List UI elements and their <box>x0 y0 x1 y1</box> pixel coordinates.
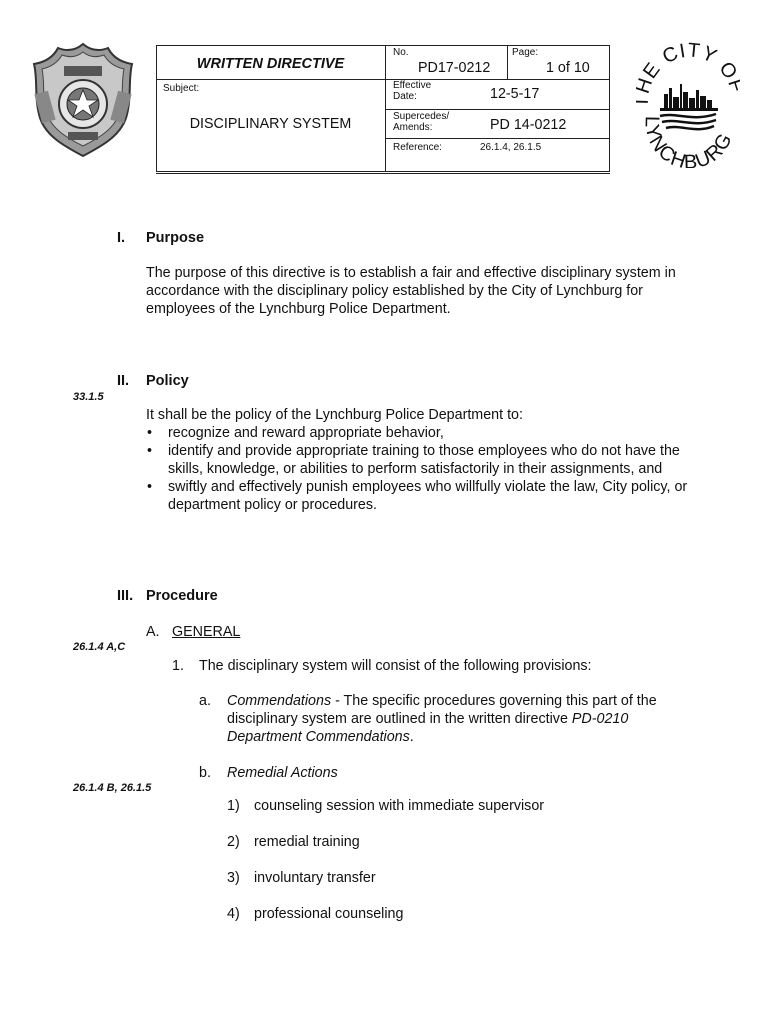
sub-item-letter-a: a. <box>199 693 211 709</box>
remedial-item-text: involuntary transfer <box>254 870 376 886</box>
policy-intro: It shall be the policy of the Lynchburg Police Department to: <box>146 407 523 423</box>
header-double-rule <box>156 173 610 174</box>
directive-number: PD17-0212 <box>418 60 491 76</box>
remedial-item-text: counseling session with immediate supervisor <box>254 798 545 814</box>
remedial-item-number: 4) <box>227 906 240 922</box>
effective-label <box>393 80 431 102</box>
item-number-1: 1. <box>172 658 184 674</box>
section-number-policy: II. <box>117 373 130 389</box>
effective-date: 12-5-17 <box>490 86 540 102</box>
section-number-purpose: I. <box>117 230 126 246</box>
reference-label: Reference: <box>393 142 442 153</box>
header-rule-2 <box>385 109 610 110</box>
subsection-title-general: GENERAL <box>172 624 241 640</box>
policy-bullet-list <box>144 424 704 514</box>
remedial-reference: 26.1.4 B, 26.1.5 <box>73 782 152 794</box>
remedial-item-number: 2) <box>227 834 240 850</box>
page-number: 1 of 10 <box>546 60 590 76</box>
subsection-letter-a: A. <box>146 624 160 640</box>
list-item: • swiftly and effectively punish employees who willfully violate the law, City policy, or department policy or procedures. <box>144 478 704 514</box>
city-logo-bottom-text: LYNCHBURG <box>640 115 738 168</box>
section-title-policy: Policy <box>146 373 189 389</box>
commendations-period: . <box>409 729 414 745</box>
supercedes-value: PD 14-0212 <box>490 117 567 133</box>
item-text-1: The disciplinary system will consist of the following provisions: <box>199 658 592 674</box>
sub-item-letter-b: b. <box>199 765 211 781</box>
effective-label-line2: Date: <box>393 91 417 102</box>
purpose-text: The purpose of this directive is to establish a fair and effective disciplinary system in accordance with the disciplinary policy established by the City of Lynchburg for employees of the Lynchburg Police Department. <box>146 265 676 317</box>
commendations-body: - The specific procedures governing this part of the disciplinary system are outlined in the written directive <box>227 693 657 727</box>
section-title-purpose: Purpose <box>146 230 205 246</box>
remedial-item-text: professional counseling <box>254 906 404 922</box>
list-item: • identify and provide appropriate training to those employees who do not have the skills, knowledge, or abilities to perform satisfactorily in their assignments, and <box>144 442 704 478</box>
number-label: No. <box>393 47 409 58</box>
commendations-directive-ref: PD-0210 Department Commendations <box>227 711 629 745</box>
remedial-actions-title: Remedial Actions <box>227 765 338 781</box>
subject-label: Subject: <box>163 83 200 94</box>
supercedes-label <box>393 111 449 133</box>
remedial-item-number: 3) <box>227 870 240 886</box>
police-badge-logo <box>28 40 138 160</box>
remedial-item-number: 1) <box>227 798 240 814</box>
directive-title: WRITTEN DIRECTIVE <box>196 56 345 72</box>
city-of-lynchburg-logo <box>636 42 740 168</box>
supercedes-label-line2: Amends: <box>393 122 433 133</box>
reference-value: 26.1.4, 26.1.5 <box>480 142 542 153</box>
commendations-title: Commendations <box>227 693 332 709</box>
policy-reference: 33.1.5 <box>73 391 104 403</box>
general-reference: 26.1.4 A,C <box>73 641 126 653</box>
section-number-procedure: III. <box>117 588 134 604</box>
list-item: • recognize and reward appropriate behavior, <box>144 424 704 442</box>
effective-label-line1: Effective <box>393 80 432 91</box>
supercedes-label-line1: Supercedes/ <box>393 111 450 122</box>
commendations-text <box>227 692 697 746</box>
header-divider-page <box>507 45 508 79</box>
section-title-procedure: Procedure <box>146 588 218 604</box>
city-logo-top-text: E CITY O <box>639 42 740 85</box>
header-rule-3 <box>385 138 610 139</box>
header-rule-title <box>156 79 385 80</box>
page-label: Page: <box>512 47 539 58</box>
subject-value: DISCIPLINARY SYSTEM <box>189 116 352 132</box>
remedial-item-text: remedial training <box>254 834 360 850</box>
